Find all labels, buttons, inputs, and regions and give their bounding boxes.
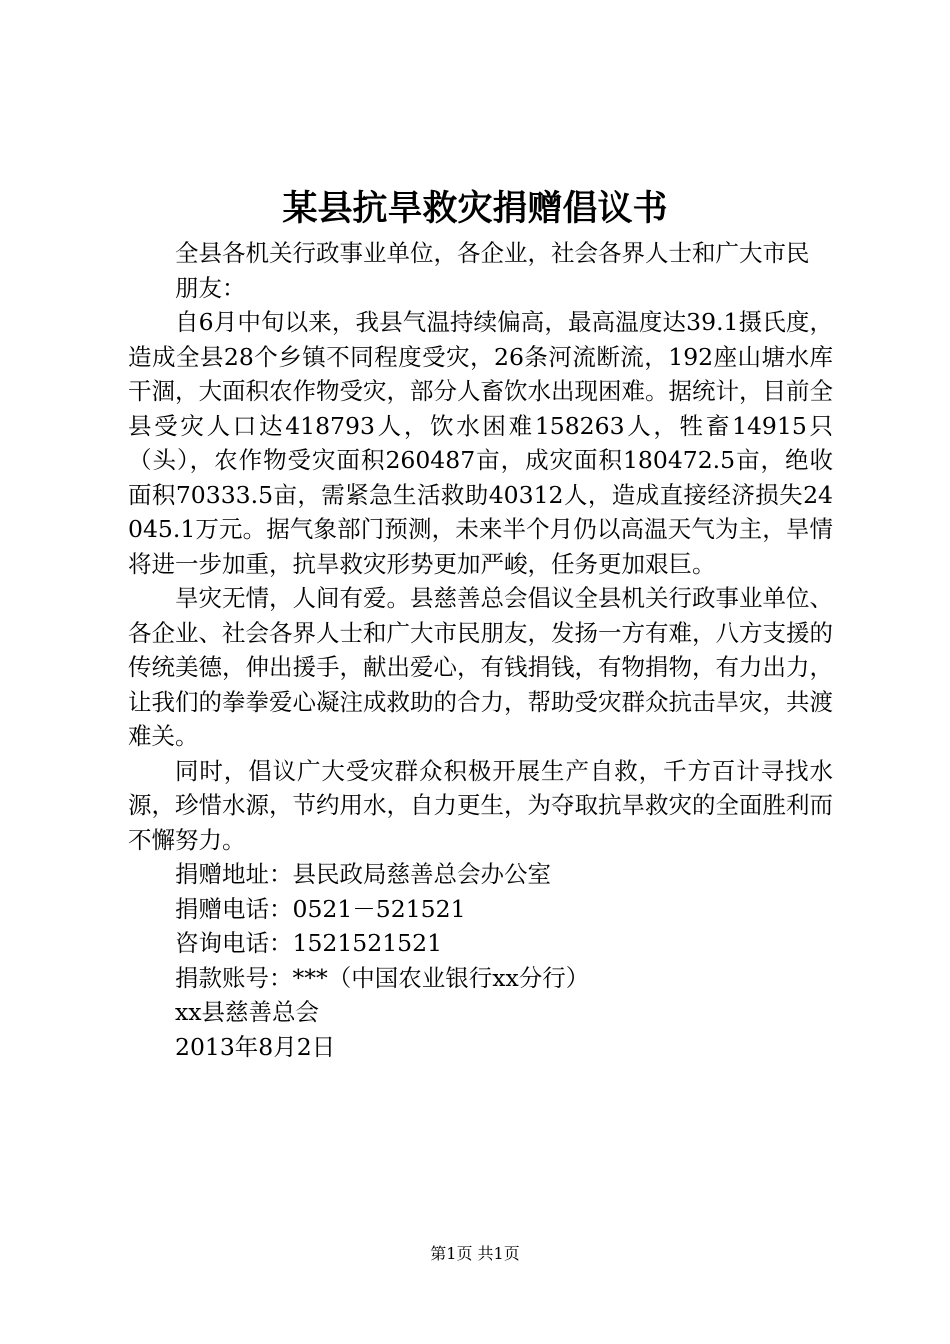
paragraph-situation: 自6月中旬以来，我县气温持续偏高，最高温度达39.1摄氏度，造成全县28个乡镇不同程度受灾，26条河流断流，192座山塘水库干涸，大面积农作物受灾，部分人畜饮水出现困难。据统计，目前全县受灾人口达418793人，饮水困难158263人，牲畜14915只（头），农作物受灾面积260487亩，成灾面积180472.5亩，绝收面积70333.5亩，需紧急生活救助40312人，造成直接经济损失24045.1万元。据气象部门预测，未来半个月仍以高温天气为主，旱情将进一步加重，抗旱救灾形势更加严峻，任务更加艰巨。 xyxy=(128,308,833,578)
donation-address: 捐赠地址：县民政局慈善总会办公室 xyxy=(175,860,551,888)
signature-date: 2013年8月2日 xyxy=(175,1032,336,1061)
paragraph-appeal: 旱灾无情，人间有爱。县慈善总会倡议全县机关行政事业单位、各企业、社会各界人士和广大市民朋友，发扬一方有难，八方支援的传统美德，伸出援手，献出爱心，有钱捐钱，有物捐物，有力出力，让我们的拳拳爱心凝注成救助的合力，帮助受灾群众抗击旱灾，共渡难关。 xyxy=(128,584,833,750)
salutation-line-1: 全县各机关行政事业单位，各企业，社会各界人士和广大市民 xyxy=(175,239,810,267)
salutation-line-2: 朋友： xyxy=(175,273,246,302)
document-title: 某县抗旱救灾捐赠倡议书 xyxy=(282,188,668,229)
donation-phone: 捐赠电话：0521－521521 xyxy=(175,894,466,923)
account-number: 捐款账号：***（中国农业银行xx分行） xyxy=(175,963,590,992)
paragraph-self-help: 同时，倡议广大受灾群众积极开展生产自救，千方百计寻找水源，珍惜水源，节约用水，自力更生，为夺取抗旱救灾的全面胜利而不懈努力。 xyxy=(128,756,833,854)
page-footer: 第1页 共1页 xyxy=(430,1244,520,1263)
document-body xyxy=(128,236,833,1064)
signature-organization: xx县慈善总会 xyxy=(175,998,320,1026)
inquiry-phone: 咨询电话：1521521521 xyxy=(175,929,443,957)
